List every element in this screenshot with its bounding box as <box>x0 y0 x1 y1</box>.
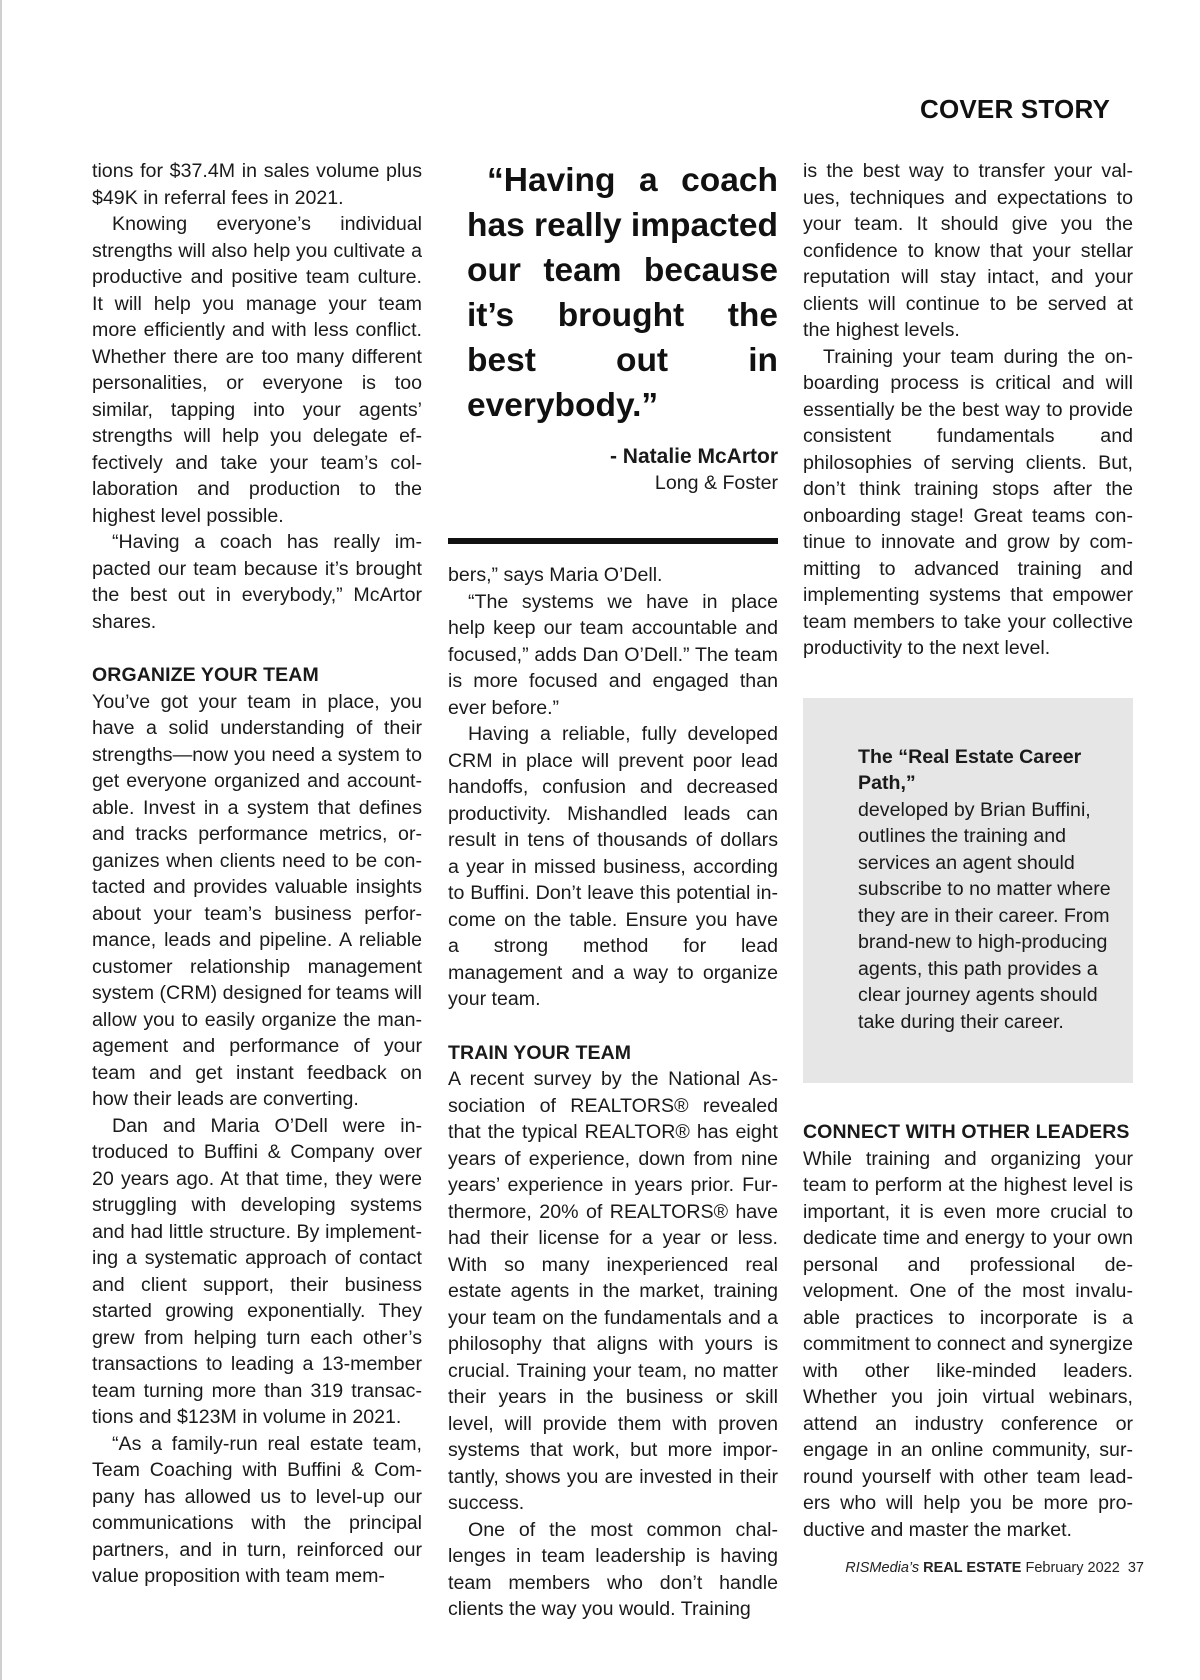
paragraph: While training and organizing your team to perform at the highest level is important, it is even more crucial to dedicate time and energy to your own personal and professional development. One of the most invaluable practices to incorporate is a commitment to connect and synergize with other like-minded leaders. Whether you join virtual webinars, attend an industry conference or engage in an online community, surround yourself with other team leaders who will help you be more productive and master the market. <box>803 1147 1133 1541</box>
paragraph: “As a family-run real estate team, Team Coaching with Buffini & Company has allowed us to level-up our communications with the principal partners, and in turn, reinforced our value proposition with team mem- <box>92 1432 422 1587</box>
section-label: COVER STORY <box>919 94 1110 124</box>
paragraph: Having a reliable, fully developed CRM in place will prevent poor lead handoffs, confusion and decreased productivity. Mishandled leads can result in tens of thousands of dollars a year in missed business, according to Buffini. Don’t leave this potential income on the table. Ensure you have a strong method for lead management and a way to organize your team. <box>448 723 778 1010</box>
footer-magazine: REAL ESTATE <box>923 1560 1022 1576</box>
paragraph: Dan and Maria O’Dell were introduced to Buffini & Company over 20 years ago. At that time, they were struggling with developing systems and had little structure. By implementing a systematic approach of contact and client support, their business started growing exponentially. They grew from helping turn each other’s transactions to leading a 13-member team turning more than 319 transactions and $123M in volume in 2021. <box>92 1114 422 1428</box>
heading-train-your-team: TRAIN YOUR TEAM <box>448 1041 632 1064</box>
sidebar-box <box>803 698 1133 1084</box>
paragraph: tions for $37.4M in sales volume plus $49K in referral fees in 2021. <box>92 160 422 209</box>
paragraph: “Having a coach has really impacted our team because it’s brought the best out in everybody,” McArtor shares. <box>92 531 422 633</box>
pull-quote-organization: Long & Foster <box>654 472 778 494</box>
pull-quote-divider <box>448 538 778 544</box>
footer-issue: February 2022 <box>1025 1560 1120 1576</box>
paragraph: One of the most common challenges in team leadership is having team members who don’t handle clients the way you would. Training <box>448 1518 778 1620</box>
paragraph: Training your team during the onboarding process is critical and will essentially be the best way to provide consistent fundamentals and philosophies of serving clients. But, don’t think training stops after the onboarding stage! Great teams continue to innovate and grow by committing to advanced training and implementing systems that empower team members to take your collective productivity to the next level. <box>803 345 1133 659</box>
paragraph: bers,” says Maria O’Dell. <box>448 564 663 586</box>
article-column-2 <box>448 158 778 1623</box>
paragraph: Knowing everyone’s individual strengths will also help you cultivate a productive and positive team culture. It will help you manage your team more efficiently and with less conflict. Whether there are too many different personalities, or everyone is too similar, tapping into your agents’ strengths will help you delegate effectively and take your team’s collaboration and production to the highest level possible. <box>92 213 422 527</box>
pull-quote-text: “Having a coach has really impacted our team because it’s brought the best out in everybody.” <box>467 162 778 424</box>
footer-brand <box>845 1560 1021 1576</box>
paragraph: “The systems we have in place help keep our team accountable and focused,” adds Dan O’Dell.” The team is more focused and engaged than ever before.” <box>448 590 778 719</box>
paragraph: You’ve got your team in place, you have a solid understanding of their strengths—now you need a system to get everyone organized and accountable. Invest in a system that defines and tracks performance metrics, organizes when clients need to be contacted and provides valuable insights about your team’s business performance, leads and pipeline. A reliable customer relationship management system (CRM) designed for teams will allow you to easily organize the management and performance of your team and get instant feedback on how their leads are converting. <box>92 690 422 1110</box>
paragraph: is the best way to transfer your values, techniques and expectations to your team. It should give you the confidence to know that your stellar reputation will stay intact, and your clients will continue to be served at the highest levels. <box>803 160 1133 341</box>
page-edge-rule <box>0 0 2 1680</box>
heading-connect-with-other-leaders: CONNECT WITH OTHER LEADERS <box>803 1121 1130 1143</box>
footer-publisher: RISMedia’s <box>845 1560 920 1576</box>
page-number: 37 <box>1127 1560 1144 1576</box>
article-column-1 <box>92 158 422 1590</box>
page-footer <box>845 1560 1144 1576</box>
heading-organize-your-team: ORGANIZE YOUR TEAM <box>92 664 319 686</box>
article-column-3 <box>803 158 1133 1543</box>
sidebar-body: developed by Brian Buffini, outlines the training and services an agent should subscribe to no matter where they are in their career. From brand-new to high-producing agents, this path provides a clear journey agents should take during their career. <box>858 798 1111 1033</box>
paragraph: A recent survey by the National Association of REALTORS® revealed that the typical REALTOR® has eight years of experience, down from nine years’ experience in years prior. Furthermore, 20% of REALTORS® have had their license for a year or less. With so many inexperienced real estate agents in the market, training your team on the fundamentals and a philosophy that aligns with yours is crucial. Training your team, no matter their years in the business or skill level, will provide them with proven systems that work, but more importantly, shows you are invested in their success. <box>448 1068 778 1514</box>
pull-quote <box>448 158 778 544</box>
sidebar-title: The “Real Estate Career Path,” <box>858 745 1082 794</box>
pull-quote-author: - Natalie McArtor <box>609 445 778 468</box>
